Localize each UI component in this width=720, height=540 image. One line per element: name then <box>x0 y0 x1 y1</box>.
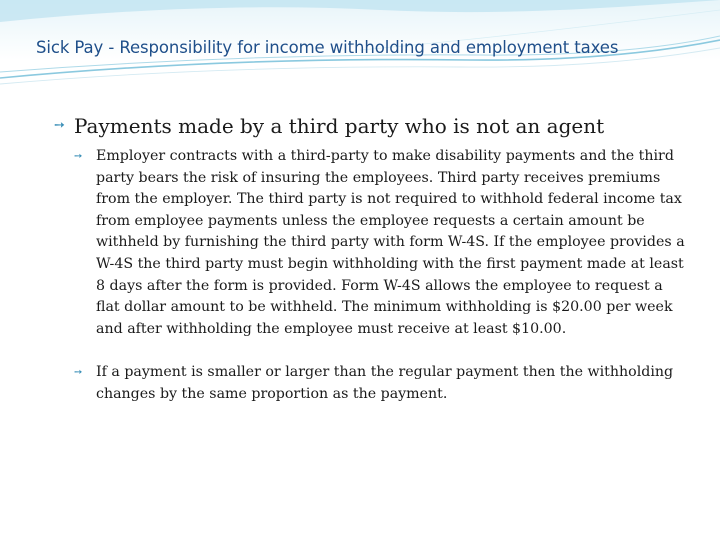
spacer <box>54 340 694 362</box>
wave-bullet-icon: ➙ <box>54 118 65 133</box>
main-point-text: Payments made by a third party who is not an agent <box>74 114 605 138</box>
wave-bullet-icon: ➙ <box>74 151 83 162</box>
sub-bullet-point <box>74 146 694 340</box>
sub-bullet-point <box>74 362 694 405</box>
main-bullet-point <box>54 112 694 140</box>
wave-bullet-icon: ➙ <box>74 367 83 379</box>
slide-content <box>54 112 694 406</box>
sub-point-text: If a payment is smaller or larger than the regular payment then the withholding changes by the same proportion as the payment. <box>96 364 674 402</box>
sub-point-text: Employer contracts with a third-party to make disability payments and the third party bears the risk of insuring the employees. Third party receives premiums from the employer. The third party is not required to withhold federal income tax from employee payments unless the employee requests a certain amount be withheld by furnishing the third party with form W-4S. If the employee provides a W-4S the third party must begin withholding with the first payment made at least 8 days after the form is provided. Form W-4S allows the employee to request a flat dollar amount to be withheld. The minimum withholding is $20.00 per week and after withholding the employee must receive at least $10.00. <box>96 148 685 337</box>
slide-title: Sick Pay - Responsibility for income withholding and employment taxes <box>36 38 619 57</box>
